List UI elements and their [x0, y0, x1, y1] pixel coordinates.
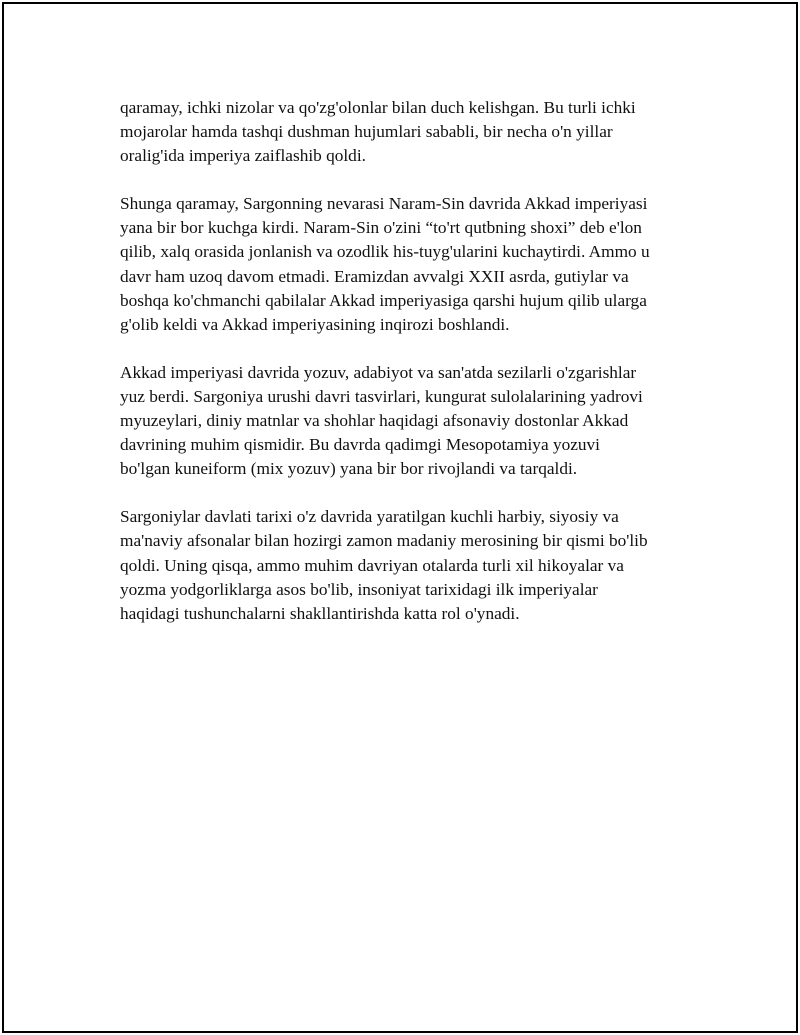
- page-frame: [2, 2, 798, 1033]
- paragraph-2: Shunga qaramay, Sargonning nevarasi Naram-Sin davrida Akkad imperiyasi yana bir bor kuchga kirdi. Naram-Sin o'zini “to'rt qutbning shoxi” deb e'lon qilib, xalq orasida jonlanish va ozodlik his-tuyg'ularini kuchaytirdi. Ammo u davr ham uzoq davom etmadi. Eramizdan avvalgi XXII asrda, gutiylar va boshqa ko'chmanchi qabilalar Akkad imperiyasiga qarshi hujum qilib ularga g'olib keldi va Akkad imperiyasining inqirozi boshlandi.: [120, 194, 650, 334]
- paragraph-1: qaramay, ichki nizolar va qo'zg'olonlar bilan duch kelishgan. Bu turli ichki mojarolar hamda tashqi dushman hujumlari sababli, bir necha o'n yillar oralig'ida imperiya zaiflashib qoldi.: [120, 98, 636, 166]
- paragraph-4: Sargoniylar davlati tarixi o'z davrida yaratilgan kuchli harbiy, siyosiy va ma'naviy afsonalar bilan hozirgi zamon madaniy merosining bir qismi bo'lib qoldi. Uning qisqa, ammo muhim davriyan otalarda turli xil hikoyalar va yozma yodgorliklarga asos bo'lib, insoniyat tarixidagi ilk imperiyalar haqidagi tushunchalarni shakllantirishda katta rol o'ynadi.: [120, 507, 648, 623]
- paragraph-3: Akkad imperiyasi davrida yozuv, adabiyot va san'atda sezilarli o'zgarishlar yuz berdi. Sargoniya urushi davri tasvirlari, kungurat sulolalarining yadrovi myuzeylari, diniy matnlar va shohlar haqidagi afsonaviy dostonlar Akkad davrining muhim qismidir. Bu davrda qadimgi Mesopotamiya yozuvi bo'lgan kuneiform (mix yozuv) yana bir bor rivojlandi va tarqaldi.: [120, 362, 643, 479]
- document-body: [120, 96, 692, 650]
